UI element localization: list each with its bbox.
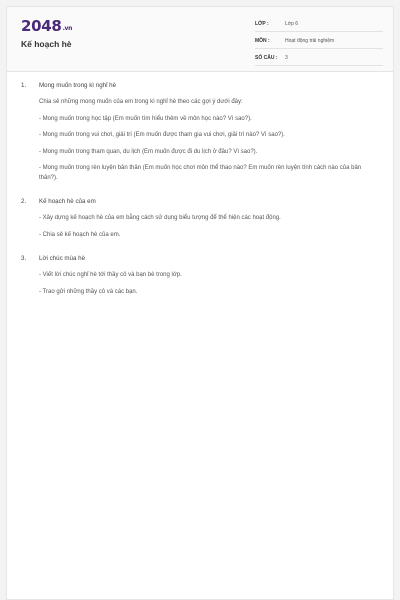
section-number: 2. <box>21 198 27 205</box>
meta-row-subject <box>255 34 383 49</box>
document-content <box>21 81 375 311</box>
paragraph: - Mong muốn trong rèn luyện bản thân (Em muốn học chơi môn thể thao nào? Em muốn rèn luyện tính cách nào của bản thân?). <box>39 165 362 181</box>
section-number: 3. <box>21 255 27 262</box>
meta-label-question-count: SỐ CÂU : <box>255 55 278 61</box>
section-heading <box>21 197 375 206</box>
meta-row-question-count <box>255 51 383 66</box>
paragraph: Chia sẻ những mong muốn của em trong kì nghỉ hè theo các gợi ý dưới đây: <box>39 99 243 105</box>
meta-label-class: LỚP : <box>255 21 269 27</box>
paragraph: - Mong muốn trong vui chơi, giải trí (Em muốn được tham gia vui chơi, giải trí nào? Vì sao?). <box>39 132 285 138</box>
meta-row-class <box>255 17 383 32</box>
meta-value-question-count: 3 <box>285 55 288 61</box>
meta-value-subject: Hoạt động trải nghiệm <box>285 38 335 44</box>
section-title: Mong muốn trong kì nghỉ hè <box>39 82 117 89</box>
paragraph: - Chia sẻ kế hoạch hè của em. <box>39 231 121 238</box>
logo-suffix: .vn <box>62 25 73 32</box>
document-title: Kế hoạch hè <box>21 39 72 49</box>
section-title: Kế hoạch hè của em <box>39 198 96 205</box>
section-heading <box>21 254 375 263</box>
meta-value-class: Lớp 6 <box>285 21 299 27</box>
document-header <box>7 7 393 72</box>
section-2 <box>21 197 375 240</box>
document-meta <box>255 17 383 68</box>
paragraph: - Xây dựng kế hoạch hè của em bằng cách sử dụng biểu tượng để thể hiện các hoạt động. <box>39 215 281 221</box>
meta-label-subject: MÔN : <box>255 38 270 44</box>
site-logo[interactable] <box>21 18 72 37</box>
paragraph: - Mong muốn trong học tập (Em muốn tìm hiểu thêm về môn học nào? Vì sao?). <box>39 115 252 122</box>
section-number: 1. <box>21 82 27 89</box>
section-heading <box>21 81 375 90</box>
paragraph: - Viết lời chúc nghỉ hè tới thầy cô và bạn bè trong lớp. <box>39 272 182 278</box>
paragraph: - Trao gửi những thầy cô và các bạn. <box>39 288 138 295</box>
section-1 <box>21 81 375 183</box>
logo-main: 2048 <box>21 17 62 35</box>
section-3 <box>21 254 375 297</box>
section-title: Lời chúc mùa hè <box>39 255 86 262</box>
document-page <box>6 6 394 600</box>
paragraph: - Mong muốn trong tham quan, du lịch (Em muốn được đi du lịch ở đâu? Vì sao?). <box>39 148 258 155</box>
